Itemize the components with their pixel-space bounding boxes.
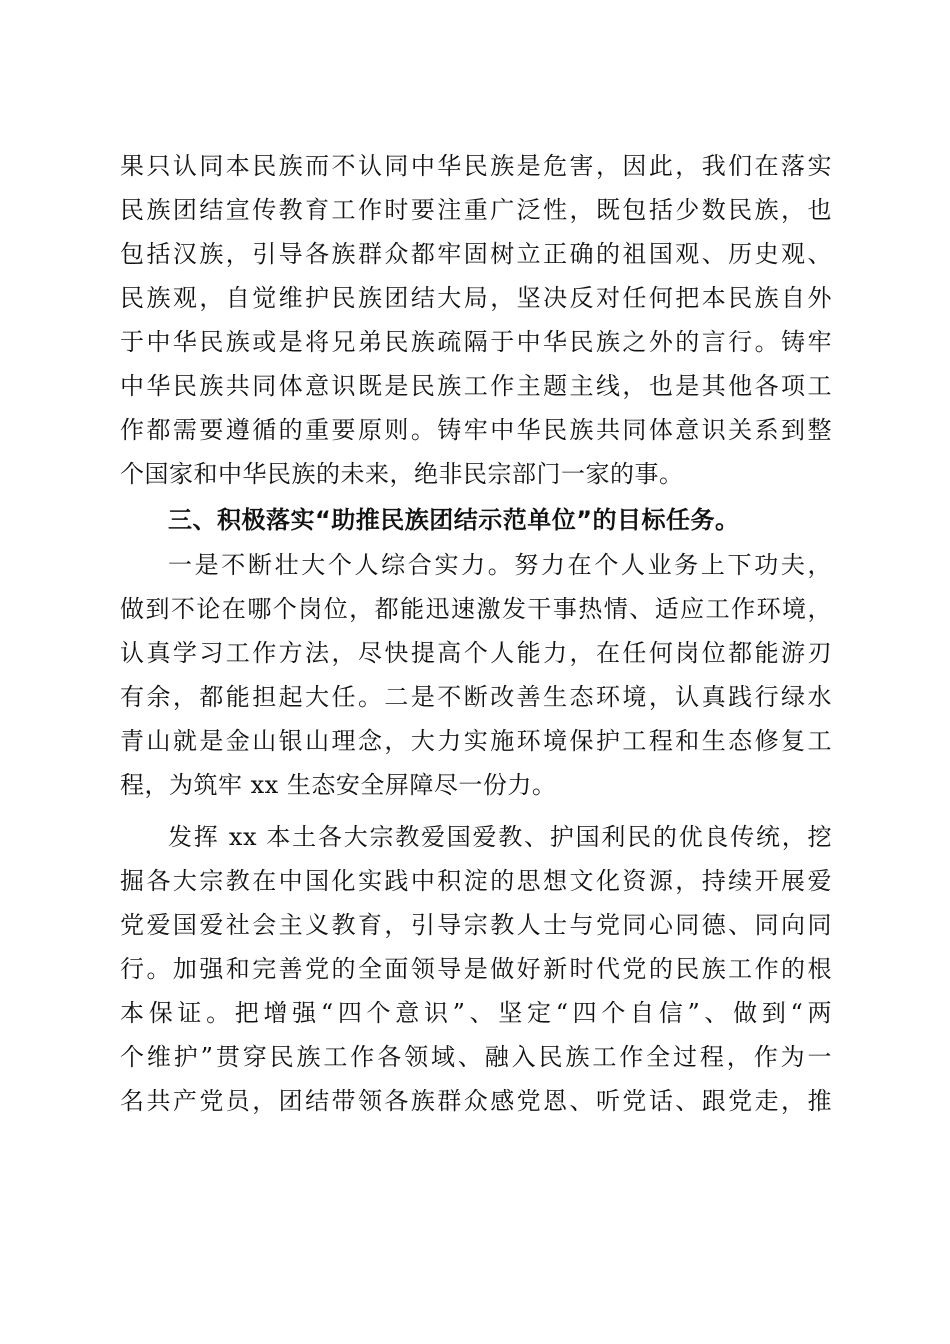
paragraph-line: 中华民族共同体意识既是民族工作主题主线，也是其他各项工 [120, 372, 832, 400]
section-heading: 三、积极落实“助推民族团结示范单位”的目标任务。 [168, 506, 740, 534]
paragraph-line: 行。加强和完善党的全面领导是做好新时代党的民族工作的根 [120, 955, 832, 983]
paragraph-line: 认真学习工作方法，尽快提高个人能力，在任何岗位都能游刃 [120, 639, 832, 667]
paragraph-line: 个维护”贯穿民族工作各领域、融入民族工作全过程，作为一 [120, 1043, 832, 1071]
paragraph-line: 掘各大宗教在中国化实践中积淀的思想文化资源，持续开展爱 [120, 867, 832, 895]
paragraph-line: 发挥 xx 本土各大宗教爱国爱教、护国利民的优良传统，挖 [168, 823, 832, 851]
paragraph-line: 于中华民族或是将兄弟民族疏隔于中华民族之外的言行。铸牢 [120, 328, 832, 356]
paragraph-line: 民族观，自觉维护民族团结大局，坚决反对任何把本民族自外 [120, 284, 832, 312]
paragraph-line: 果只认同本民族而不认同中华民族是危害，因此，我们在落实 [120, 152, 832, 180]
paragraph-line: 党爱国爱社会主义教育，引导宗教人士与党同心同德、同向同 [120, 911, 832, 939]
paragraph-line: 名共产党员，团结带领各族群众感党恩、听党话、跟党走，推 [120, 1087, 832, 1115]
paragraph-line: 一是不断壮大个人综合实力。努力在个人业务上下功夫， [168, 551, 832, 579]
paragraph-line: 个国家和中华民族的未来，绝非民宗部门一家的事。 [120, 460, 684, 488]
paragraph-line: 包括汉族，引导各族群众都牢固树立正确的祖国观、历史观、 [120, 240, 832, 268]
paragraph-line: 做到不论在哪个岗位，都能迅速激发干事热情、适应工作环境， [120, 595, 832, 623]
paragraph-line: 本保证。把增强“四个意识”、坚定“四个自信”、做到“两 [120, 999, 832, 1027]
paragraph-line: 程，为筑牢 xx 生态安全屏障尽一份力。 [120, 771, 557, 799]
paragraph-line: 青山就是金山银山理念，大力实施环境保护工程和生态修复工 [120, 727, 832, 755]
paragraph-line: 民族团结宣传教育工作时要注重广泛性，既包括少数民族，也 [120, 196, 832, 224]
paragraph-line: 有余，都能担起大任。二是不断改善生态环境，认真践行绿水 [120, 683, 832, 711]
paragraph-line: 作都需要遵循的重要原则。铸牢中华民族共同体意识关系到整 [120, 416, 832, 444]
